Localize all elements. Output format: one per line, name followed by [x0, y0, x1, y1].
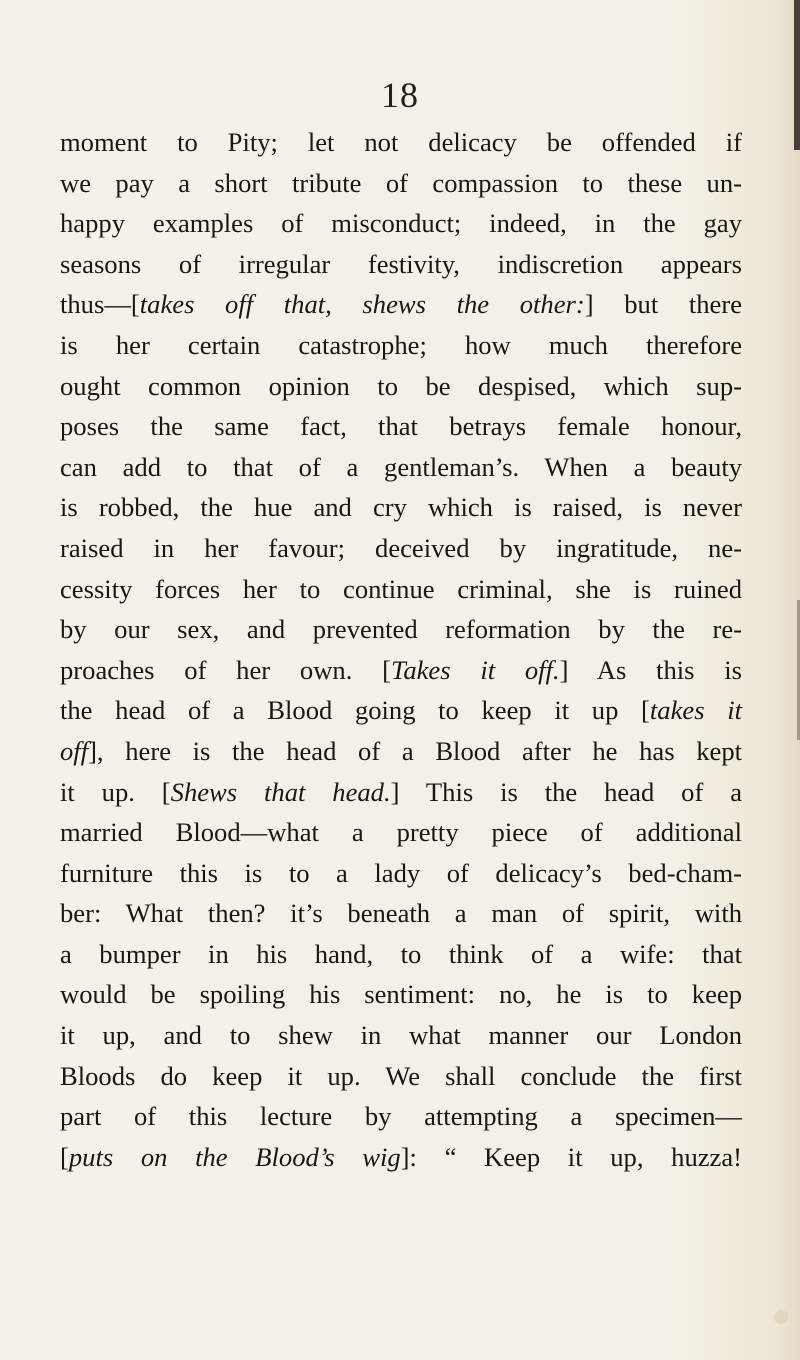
- text-span: it up, and to shew in what manner our London: [60, 1020, 742, 1051]
- paper-stain: [774, 1310, 788, 1324]
- text-line: [60, 406, 742, 447]
- text-span: a bumper in his hand, to think of a wife: that: [60, 938, 742, 969]
- text-line: [60, 284, 742, 325]
- text-line: [60, 122, 742, 163]
- text-line: [60, 812, 742, 853]
- text-line: [60, 569, 742, 610]
- text-line: [60, 609, 742, 650]
- text-line: [60, 1015, 742, 1056]
- text-span: is robbed, the hue and cry which is raised, is never: [60, 492, 742, 523]
- text-span: proaches of her own. [: [60, 654, 391, 685]
- text-line: [60, 893, 742, 934]
- stage-direction: takes off that, shews the other:: [139, 289, 585, 320]
- text-span: ]: “ Keep it up, huzza!: [400, 1141, 743, 1172]
- text-span: ] This is the head of a: [390, 776, 742, 807]
- text-span: we pay a short tribute of compassion to these un-: [60, 167, 742, 198]
- text-line: [60, 650, 742, 691]
- text-span: raised in her favour; deceived by ingratitude, ne-: [60, 532, 742, 563]
- text-span: [: [60, 1141, 69, 1172]
- text-line: [60, 366, 742, 407]
- stage-direction: Shews that head.: [170, 776, 391, 807]
- text-span: thus—[: [60, 289, 140, 320]
- text-span: by our sex, and prevented reformation by the re-: [60, 614, 742, 645]
- text-span: poses the same fact, that betrays female honour,: [60, 411, 742, 442]
- text-line: [60, 1137, 742, 1178]
- text-line: [60, 934, 742, 975]
- text-span: is her certain catastrophe; how much therefore: [60, 329, 742, 360]
- text-span: married Blood—what a pretty piece of additional: [60, 817, 742, 848]
- text-span: seasons of irregular festivity, indiscretion appears: [60, 248, 742, 279]
- text-span: would be spoiling his sentiment: no, he is to keep: [60, 979, 742, 1010]
- text-span: furniture this is to a lady of delicacy’s bed-cham-: [60, 857, 742, 888]
- page-edge-shadow: [794, 0, 800, 150]
- text-span: ought common opinion to be despised, which sup-: [60, 370, 742, 401]
- text-span: it up. [: [60, 776, 171, 807]
- text-line: [60, 325, 742, 366]
- stage-direction: puts on the Blood’s wig: [68, 1141, 401, 1172]
- text-span: ber: What then? it’s beneath a man of spirit, with: [60, 898, 742, 929]
- text-line: [60, 447, 742, 488]
- text-line: [60, 974, 742, 1015]
- text-span: part of this lecture by attempting a specimen—: [60, 1101, 742, 1132]
- page-number: 18: [381, 75, 419, 115]
- text-line: [60, 528, 742, 569]
- text-line: [60, 1056, 742, 1097]
- text-span: cessity forces her to continue criminal, she is ruined: [60, 573, 742, 604]
- text-line: [60, 853, 742, 894]
- text-span: the head of a Blood going to keep it up [: [60, 695, 650, 726]
- text-line: [60, 772, 742, 813]
- stage-direction: off: [60, 735, 89, 766]
- text-line: [60, 163, 742, 204]
- text-line: [60, 1096, 742, 1137]
- text-span: happy examples of misconduct; indeed, in the gay: [60, 208, 742, 239]
- text-span: ], here is the head of a Blood after he has kept: [88, 735, 742, 766]
- stage-direction: takes it: [649, 695, 742, 726]
- body-text: [60, 122, 742, 1177]
- text-line: [60, 203, 742, 244]
- text-span: ] but there: [584, 289, 742, 320]
- text-span: ] As this is: [559, 654, 742, 685]
- text-span: can add to that of a gentleman’s. When a beauty: [60, 451, 742, 482]
- stage-direction: Takes it off.: [390, 654, 560, 685]
- text-span: Bloods do keep it up. We shall conclude the first: [60, 1060, 742, 1091]
- text-span: moment to Pity; let not delicacy be offended if: [60, 127, 742, 157]
- text-line: [60, 487, 742, 528]
- text-line: [60, 244, 742, 285]
- text-line: [60, 690, 742, 731]
- text-line: [60, 731, 742, 772]
